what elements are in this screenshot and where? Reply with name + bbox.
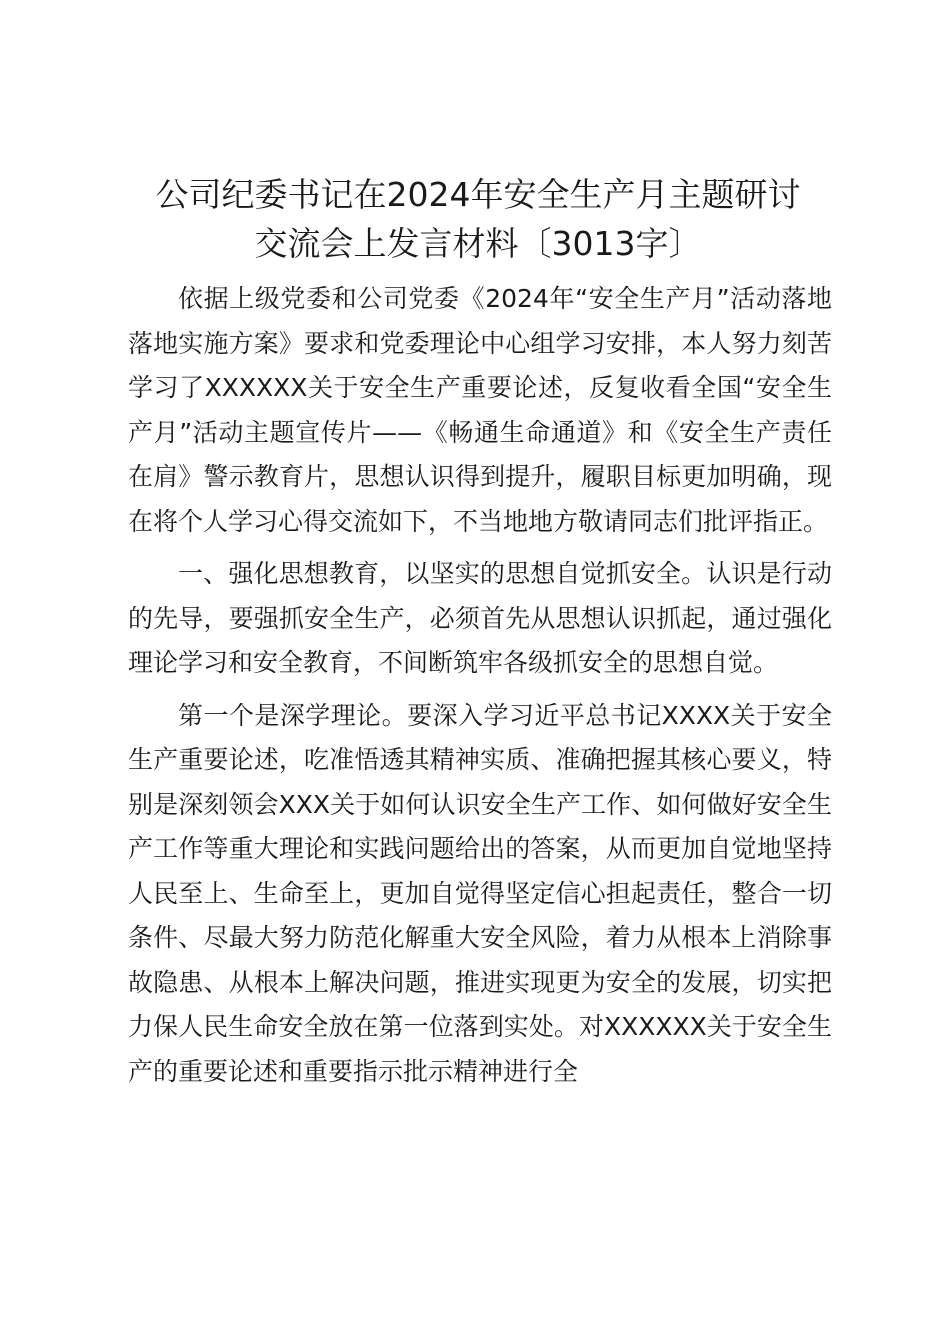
subsection-1-heading: 第一个是深学理论。 [178,700,408,730]
title-line-1: 公司纪委书记在2024年安全生产月主题研讨 [155,175,801,214]
title-line-2: 交流会上发言材料〔3013字〕 [254,224,702,263]
document-title [118,170,838,268]
document-body [128,277,832,1102]
paragraph-subsection-1 [128,694,832,1095]
paragraph-section-1 [128,552,832,686]
paragraph-intro [128,277,832,544]
subsection-1-text: 要深入学习近平总书记XXXX关于安全生产重要论述，吃准悟透其精神实质、准确把握其核心要义，特别是深刻领会XXX关于如何认识安全生产工作、如何做好安全生产工作等重大理论和实践问题给出的答案，从而更加自觉地坚持人民至上、生命至上，更加自觉得坚定信心担起责任，整合一切条件、尽最大努力防范化解重大安全风险，着力从根本上消除事故隐患、从根本上解决问题，推进实现更为安全的发展，切实把力保人民生命安全放在第一位落到实处。对XXXXXX关于安全生产的重要论述和重要指示批示精神进行全 [128,700,832,1086]
paragraph-intro-text: 依据上级党委和公司党委《2024年“安全生产月”活动落地落地实施方案》要求和党委理论中心组学习安排，本人努力刻苦学习了XXXXXX关于安全生产重要论述，反复收看全国“安全生产月”活动主题宣传片——《畅通生命通道》和《安全生产责任在肩》警示教育片，思想认识得到提升，履职目标更加明确，现在将个人学习心得交流如下，不当地地方敬请同志们批评指正。 [128,284,832,536]
section-1-text: 认识是行动的先导，要强抓安全生产，必须首先从思想认识抓起，通过强化理论学习和安全教育，不间断筑牢各级抓安全的思想自觉。 [128,559,832,677]
section-1-heading: 一、强化思想教育，以坚实的思想自觉抓安全。 [178,559,707,588]
